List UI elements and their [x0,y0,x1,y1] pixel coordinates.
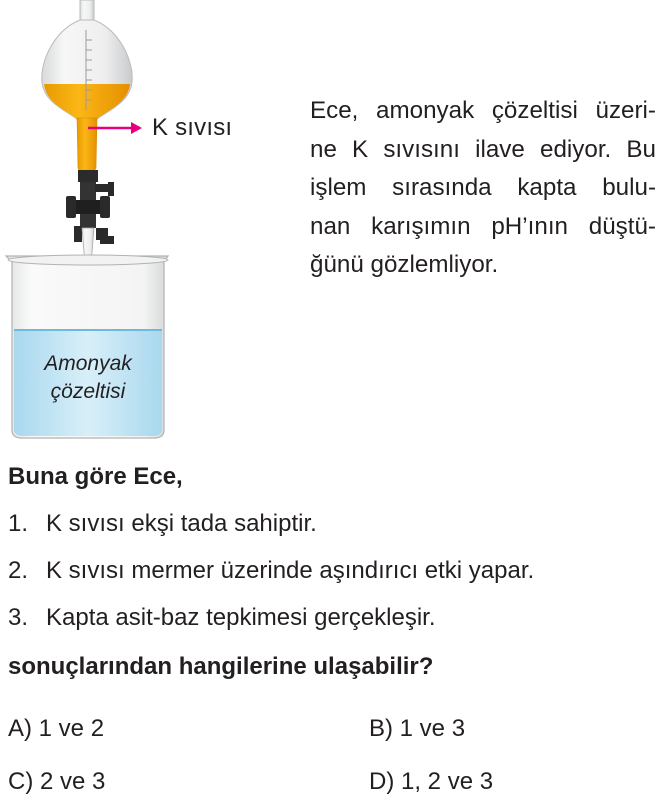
option-c[interactable]: C) 2 ve 3 [8,768,106,795]
paragraph-line-5: ğünü gözlemliyor. [310,251,499,278]
stopcock-handle [66,196,76,218]
statement-3 [8,604,436,632]
question-text: sonuçlarından hangilerine ulaşabilir? [8,653,434,680]
statement-number: 1. [8,510,29,537]
option-a[interactable]: A) 1 ve 2 [8,715,105,742]
k-liquid-stem [77,118,97,171]
statement-2 [8,557,534,585]
paragraph-line-3: işlem sırasında kapta bulu- [310,174,656,201]
k-liquid-label: K sıvısı [152,114,233,141]
statement-number: 3. [8,604,29,631]
ammonia-label-line1: Amonyak [44,352,132,375]
paragraph-line-1: Ece, amonyak çözeltisi üzeri- [310,97,656,124]
statement-1 [8,510,317,538]
k-liquid-bulb [44,84,130,120]
statement-number: 2. [8,557,29,584]
funnel-top-tube [80,0,94,22]
ammonia-solution-label [20,350,156,406]
option-d[interactable]: D) 1, 2 ve 3 [369,768,494,795]
paragraph-line-2: ne K sıvısını ilave ediyor. Bu [310,135,656,163]
option-b[interactable]: B) 1 ve 3 [369,715,466,742]
question-stem: Buna göre Ece, [8,463,183,490]
statement-text: K sıvısı ekşi tada sahiptir. [46,510,317,537]
stopcock-collar [78,170,98,182]
statement-text: Kapta asit-baz tepkimesi gerçekleşir. [46,604,436,631]
ammonia-label-line2: çözeltisi [50,380,126,403]
paragraph-line-4: nan karışımın pH’ının düştü- [310,212,656,240]
statement-text: K sıvısı mermer üzerinde aşındırıcı etki yapar. [46,557,535,584]
question-paragraph [310,92,656,285]
arrow-head [131,122,142,134]
